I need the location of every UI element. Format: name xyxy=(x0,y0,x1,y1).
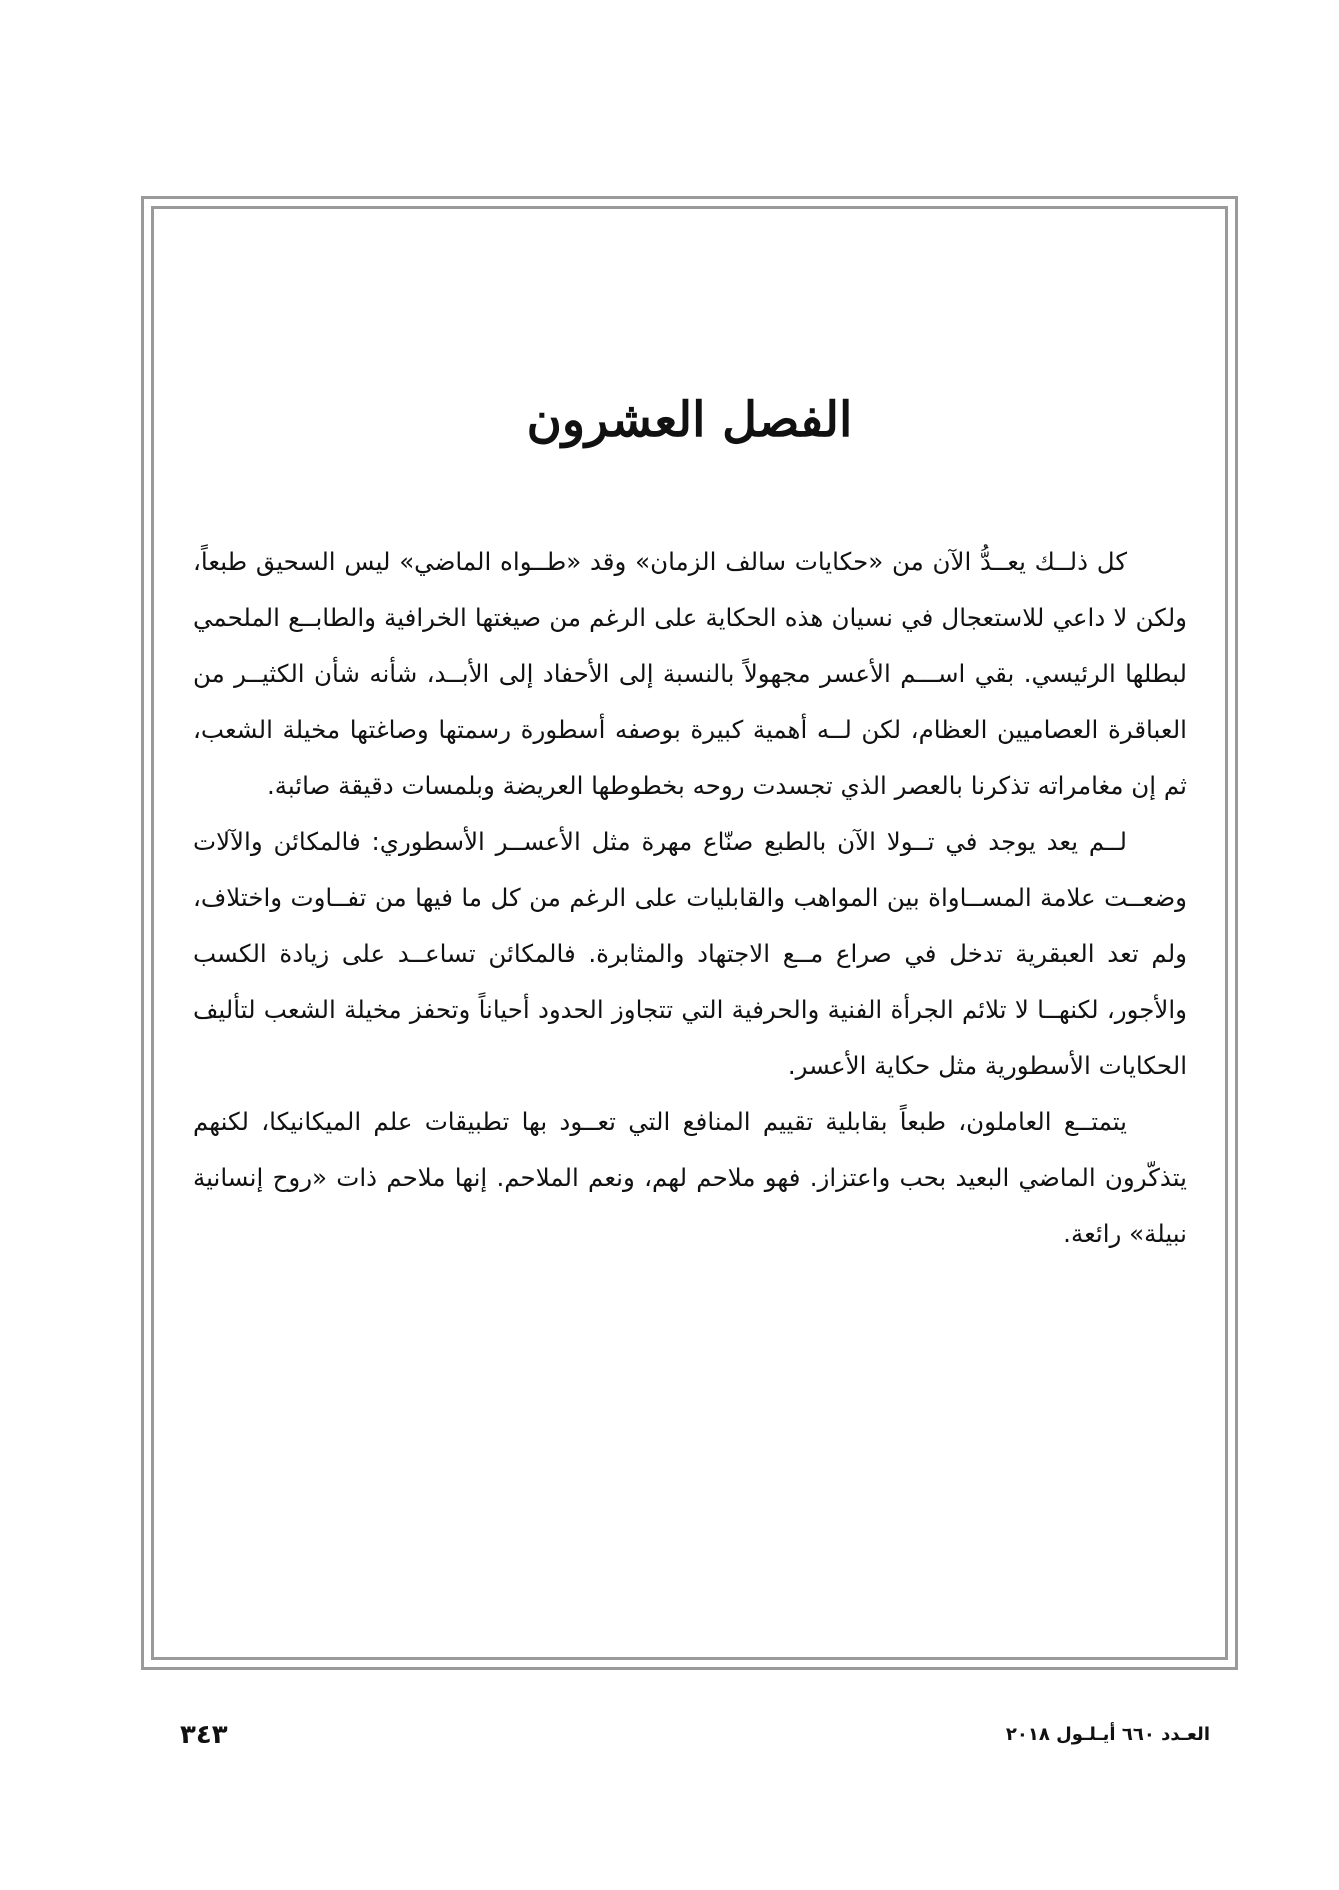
chapter-body xyxy=(193,534,1187,1262)
paragraph-1: كل ذلــك يعــدُّ الآن من «حكايات سالف الزمان» وقد «طــواه الماضي» ليس السحيق طبعاً، ولكن لا داعي للاستعجال في نسيان هذه الحكاية على الرغم من صيغتها الخرافية والطابــع الملحمي لبطلها الرئيسي. بقي اســـم الأعسر مجهولاً بالنسبة إلى الأحفاد إلى الأبــد، شأنه شأن الكثيــر من العباقرة العصاميين العظام، لكن لــه أهمية كبيرة بوصفه أسطورة رسمتها وصاغتها مخيلة الشعب، ثم إن مغامراته تذكرنا بالعصر الذي تجسدت روحه بخطوطها العريضة وبلمسات دقيقة صائبة. xyxy=(193,547,1187,800)
page-footer xyxy=(150,1720,1230,1760)
page-number: ٣٤٣ xyxy=(180,1720,228,1750)
paragraph-3: يتمتــع العاملون، طبعاً بقابلية تقييم المنافع التي تعــود بها تطبيقات علم الميكانيكا، لكنهم يتذكّرون الماضي البعيد بحب واعتزاز. فهو ملاحم لهم، ونعم الملاحم. إنها ملاحم ذات «روح إنسانية نبيلة» رائعة. xyxy=(193,1107,1187,1248)
paragraph-2: لــم يعد يوجد في تــولا الآن بالطبع صنّاع مهرة مثل الأعســر الأسطوري: فالمكائن والآلات وضعــت علامة المســاواة بين المواهب والقابليات على الرغم من كل ما فيها من تفــاوت واختلاف، ولم تعد العبقرية تدخل في صراع مــع الاجتهاد والمثابرة. فالمكائن تساعــد على زيادة الكسب والأجور، لكنهــا لا تلائم الجرأة الفنية والحرفية التي تتجاوز الحدود أحياناً وتحفز مخيلة الشعب لتأليف الحكايات الأسطورية مثل حكاية الأعسر. xyxy=(193,827,1187,1080)
chapter-title: الفصل العشرون xyxy=(526,392,853,448)
issue-info: العـدد ٦٦٠ أيـلـول ٢٠١٨ xyxy=(1005,1724,1210,1745)
